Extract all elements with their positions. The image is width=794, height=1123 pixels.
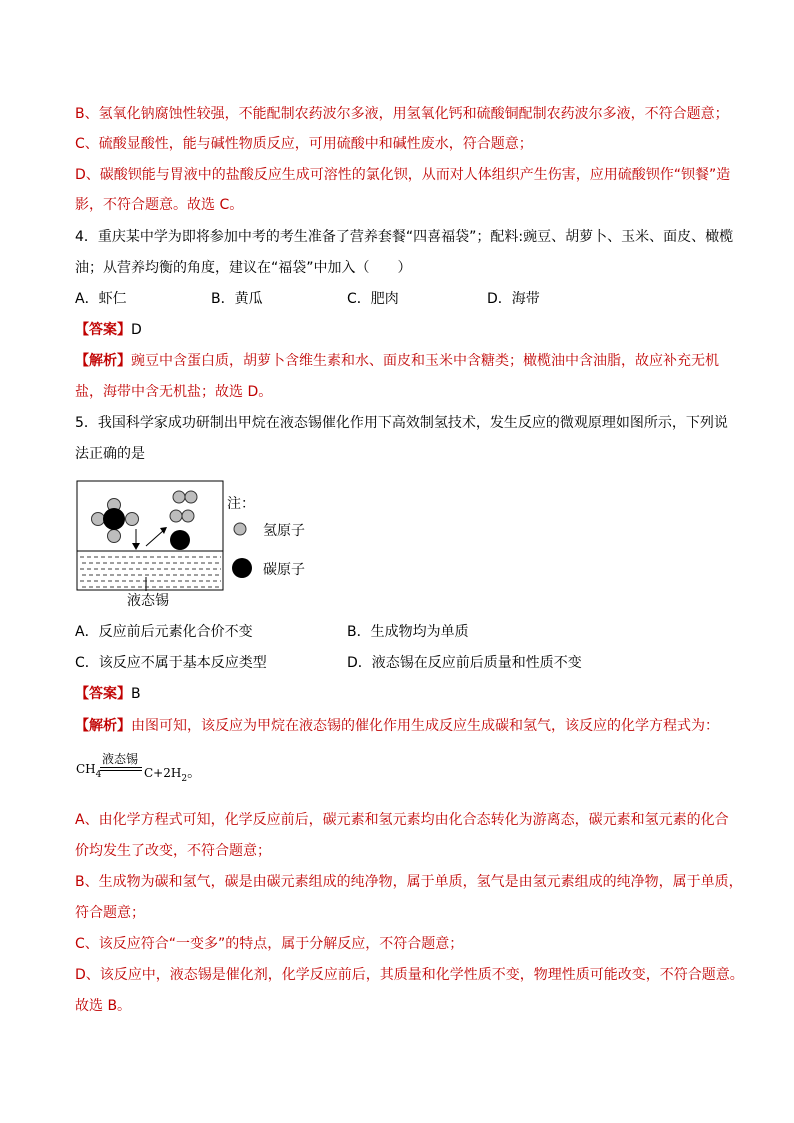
answer-tag: 【答案】 <box>75 322 131 338</box>
explain-line: 故选 B。 <box>75 998 132 1014</box>
reaction-diagram <box>76 479 326 614</box>
explain-line: C、该反应符合“一变多”的特点，属于分解反应，不符合题意； <box>75 936 464 952</box>
q4-analysis <box>75 351 719 371</box>
q5-analysis <box>75 716 719 736</box>
q5-option-c: C．该反应不属于基本反应类型 <box>75 655 267 671</box>
explain-line: 价均发生了改变，不符合题意； <box>75 843 271 859</box>
carbon-legend-symbol <box>232 558 252 578</box>
hydrogen-legend-symbol <box>234 523 246 535</box>
analysis-text: 由图可知，该反应为甲烷在液态锡的催化作用生成反应生成碳和氢气，该反应的化学方程式为： <box>131 718 719 734</box>
q4-text-cont: 油；从营养均衡的角度，建议在“福袋”中加入（ ） <box>75 260 412 276</box>
q5-answer <box>75 684 141 704</box>
figure-note: 注： <box>227 496 255 512</box>
explanation-c: C、硫酸显酸性，能与碱性物质反应，可用硫酸中和碱性废水，符合题意； <box>75 136 533 152</box>
q5-option-a: A．反应前后元素化合价不变 <box>75 624 253 640</box>
equation-bar-top <box>100 767 142 768</box>
equation-product: $C+2H_2$。 <box>144 765 202 784</box>
explain-line: 符合题意； <box>75 905 145 921</box>
tin-label: 液态锡 <box>127 593 169 609</box>
explanation-d: D、碳酸钡能与胃液中的盐酸反应生成可溶性的氯化钡，从而对人体组织产生伤害，应用硫酸钡作“钡餐”造 <box>75 167 731 183</box>
q5-text-cont: 法正确的是 <box>75 446 145 462</box>
explain-line: A、由化学方程式可知，化学反应前后，碳元素和氢元素均由化合态转化为游离态，碳元素和氢元素的化合 <box>75 812 729 828</box>
q5-text: 5．我国科学家成功研制出甲烷在液态锡催化作用下高效制氢技术，发生反应的微观原理如图所示，下列说 <box>75 415 728 431</box>
q4-option-a: A．虾仁 <box>75 291 127 307</box>
q4-option-d: D．海带 <box>487 291 540 307</box>
answer-tag: 【答案】 <box>75 686 131 702</box>
carbon-label: 碳原子 <box>263 562 305 578</box>
q4-option-b: B．黄瓜 <box>211 291 263 307</box>
answer-value: B <box>131 686 141 702</box>
q4-option-c: C．肥肉 <box>347 291 399 307</box>
explanation-b: B、氢氧化钠腐蚀性较强，不能配制农药波尔多液，用氢氧化钙和硫酸铜配制农药波尔多液，不符合题意； <box>75 106 729 122</box>
analysis-tag: 【解析】 <box>75 353 131 369</box>
q5-option-d: D．液态锡在反应前后质量和性质不变 <box>347 655 582 671</box>
q5-option-b: B．生成物均为单质 <box>347 624 469 640</box>
explain-line: B、生成物为碳和氢气，碳是由碳元素组成的纯净物，属于单质，氢气是由氢元素组成的纯净物，属于单质， <box>75 874 743 890</box>
q4-answer <box>75 320 142 340</box>
answer-value: D <box>131 322 142 338</box>
equation-condition: 液态锡 <box>102 752 139 766</box>
q4-text: 4．重庆某中学为即将参加中考的考生准备了营养套餐“四喜福袋”；配料:豌豆、胡萝卜、玉米、面皮、橄榄 <box>75 229 734 245</box>
equation-bar-bottom <box>100 770 142 771</box>
analysis-tag: 【解析】 <box>75 718 131 734</box>
equation-reactant: $CH_4$ <box>76 762 102 780</box>
explanation-d-cont: 影，不符合题意。故选 C。 <box>75 197 244 213</box>
hydrogen-label: 氢原子 <box>263 523 305 539</box>
explain-line: D、该反应中，液态锡是催化剂，化学反应前后，其质量和化学性质不变，物理性质可能改变，不符合题意。 <box>75 967 744 983</box>
q4-analysis-cont: 盐，海带中含无机盐；故选 D。 <box>75 384 273 400</box>
reaction-figure <box>76 479 326 614</box>
carbon-atom <box>170 530 190 550</box>
analysis-text: 豌豆中含蛋白质，胡萝卜含维生素和水、面皮和玉米中含糖类；橄榄油中含油脂，故应补充无机 <box>131 353 719 369</box>
